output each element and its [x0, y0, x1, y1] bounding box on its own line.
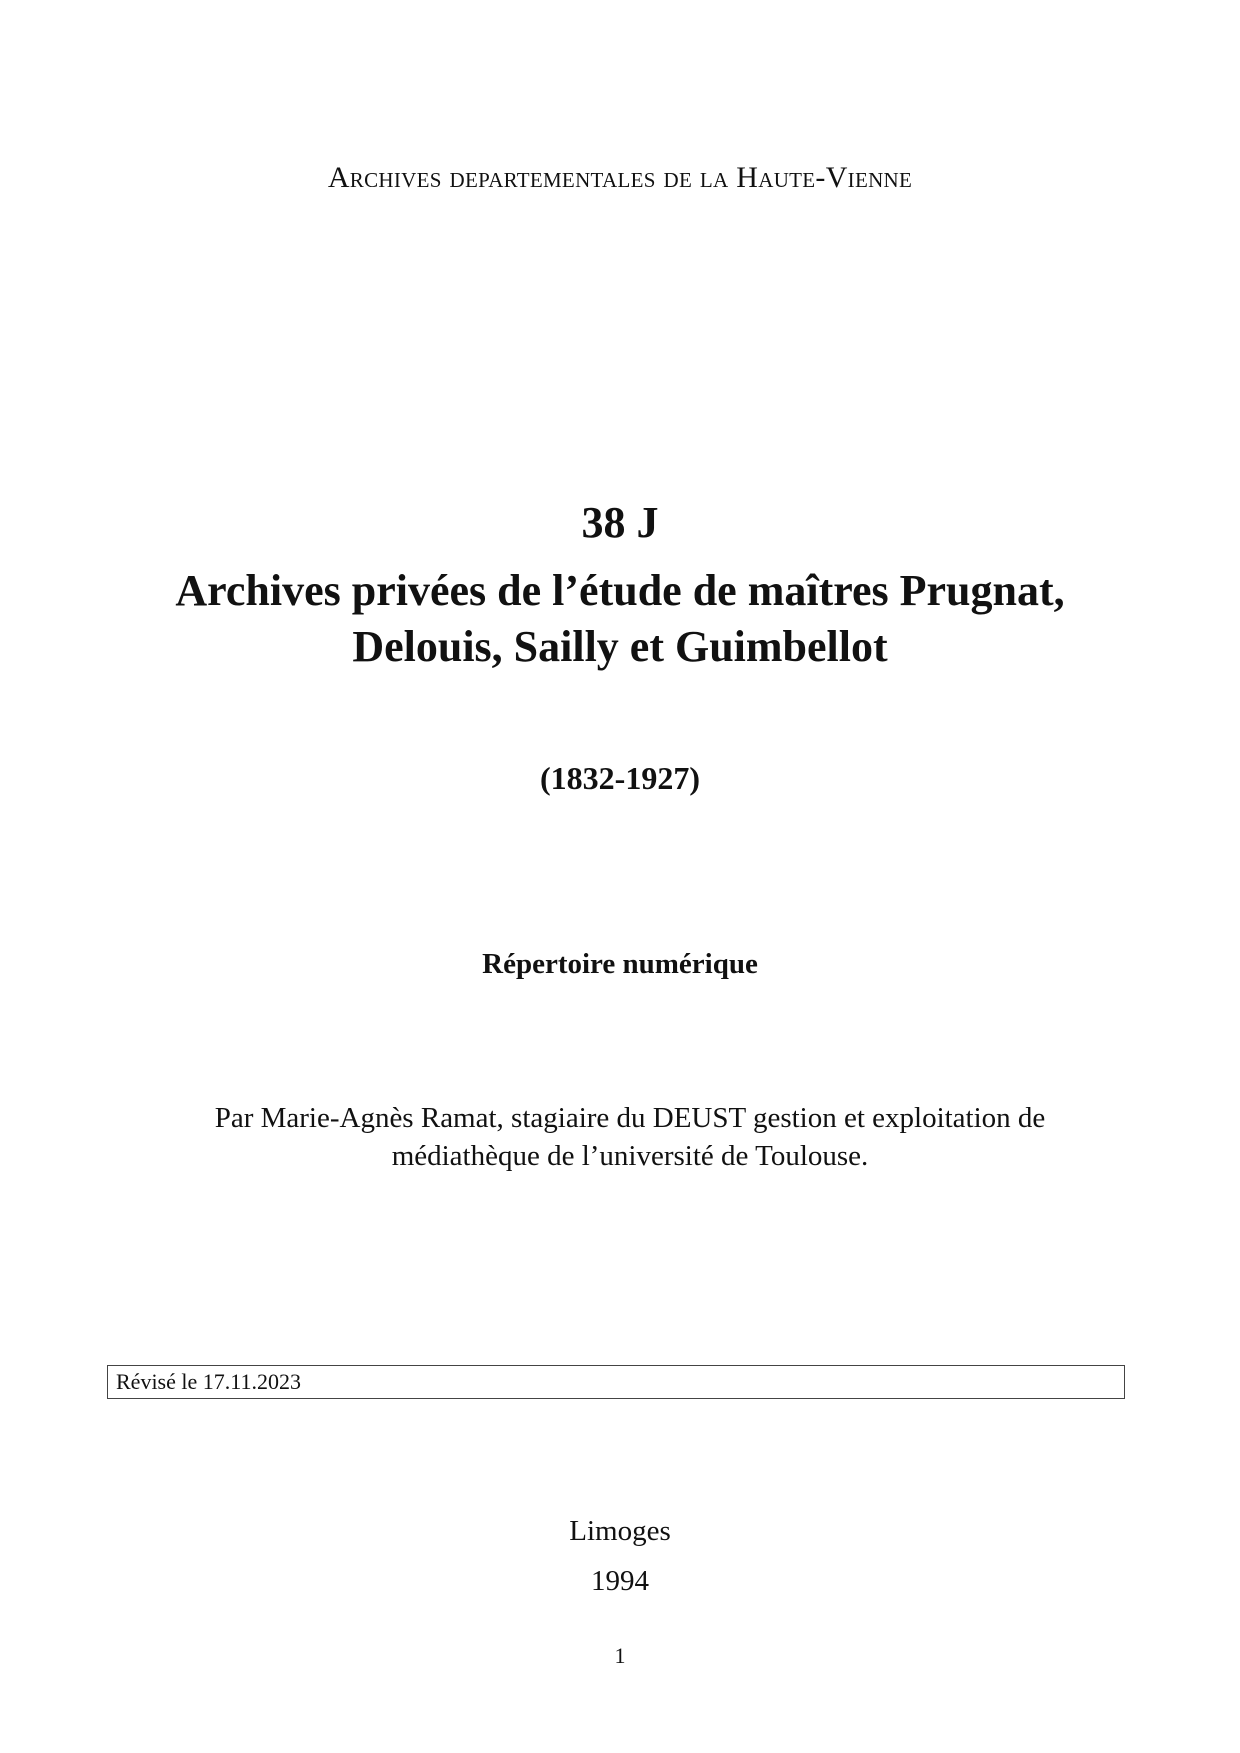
fonds-cote: 38 J	[581, 498, 659, 547]
author-line-1: Par Marie-Agnès Ramat, stagiaire du DEUST gestion et exploitation de	[214, 1102, 1046, 1134]
document-title	[110, 563, 1130, 675]
title-line-2: Delouis, Sailly et Guimbellot	[352, 622, 888, 671]
document-type: Répertoire numérique	[482, 948, 758, 980]
institution-header: Archives departementales de la Haute-Vienne	[327, 161, 913, 194]
publication-city: Limoges	[569, 1515, 671, 1547]
author-line-2: médiathèque de l’université de Toulouse.	[391, 1140, 869, 1172]
author-credit	[150, 1099, 1110, 1175]
publication-year: 1994	[591, 1565, 649, 1597]
date-range: (1832-1927)	[540, 760, 700, 796]
page-number: 1	[614, 1643, 626, 1668]
revision-box	[107, 1365, 1125, 1399]
title-line-1: Archives privées de l’étude de maîtres Prugnat,	[175, 566, 1065, 615]
revision-date: Révisé le 17.11.2023	[116, 1369, 301, 1394]
